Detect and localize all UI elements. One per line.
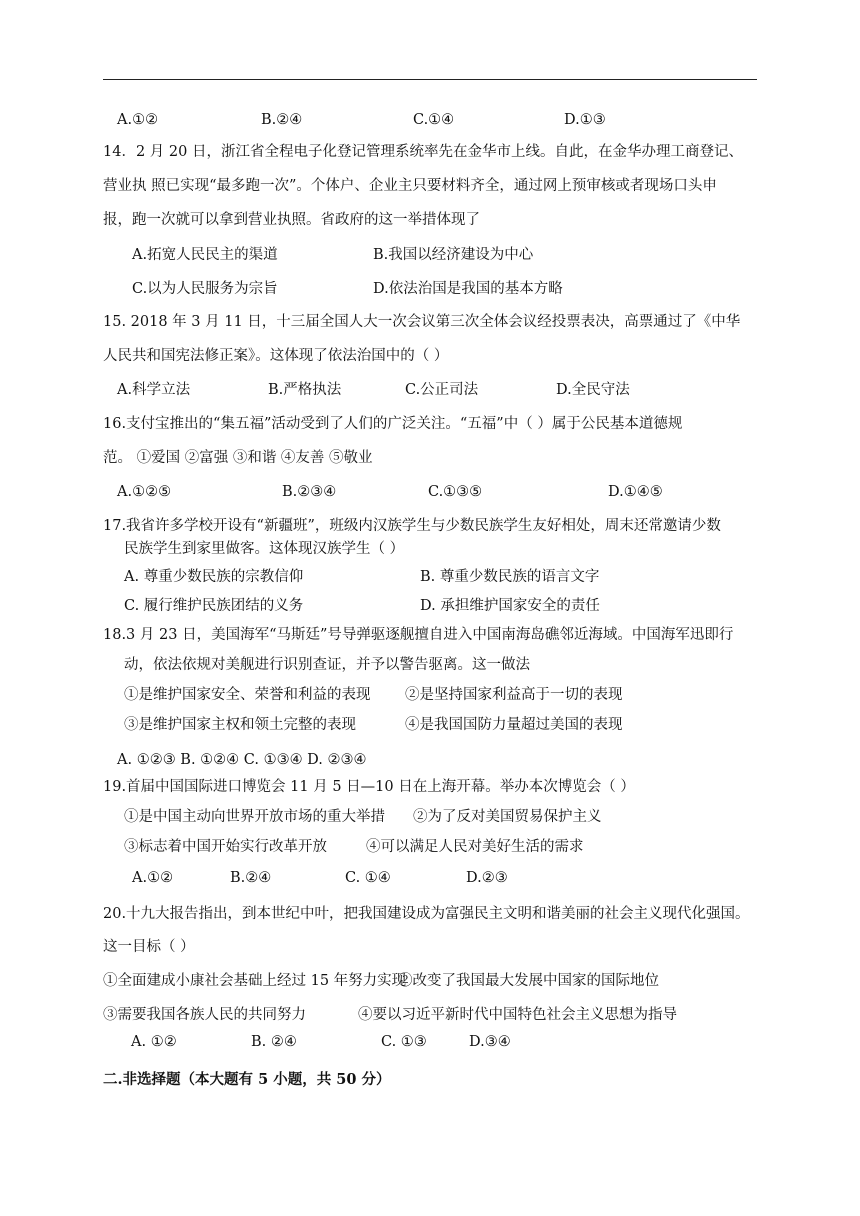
q14-option-a: A.拓宽人民民主的渠道: [132, 247, 278, 263]
q14-option-b: B.我国以经济建设为中心: [373, 247, 534, 263]
q13-option-b: B.②④: [261, 112, 303, 128]
q17-option-a: A. 尊重少数民族的宗教信仰: [124, 569, 304, 585]
q16-option-b: B.②③④: [282, 484, 337, 500]
q15-option-b: B.严格执法: [268, 382, 342, 398]
q13-option-a: A.①②: [117, 112, 159, 128]
q13-option-d: D.①③: [564, 112, 606, 128]
q19-statement-2: ②为了反对美国贸易保护主义: [413, 809, 602, 825]
q20-option-c: C. ①③: [381, 1034, 427, 1050]
q17-option-c: C. 履行维护民族团结的义务: [124, 598, 304, 614]
q18-statement-1: ①是维护国家安全、荣誉和利益的表现: [124, 687, 371, 703]
q19-statement-4: ④可以满足人民对美好生活的需求: [366, 839, 584, 855]
q20-line-2: 这一目标（ ）: [103, 939, 195, 955]
q18-options: A. ①②③ B. ①②④ C. ①③④ D. ②③④: [117, 752, 367, 768]
q17-line-1: 17.我省许多学校开设有“新疆班”，班级内汉族学生与少数民族学生友好相处，周末还常邀请少数: [103, 518, 721, 534]
q18-line-1: 18.3 月 23 日，美国海军“马斯廷”号导弹驱逐舰擅自进入中国南海岛礁邻近海域。中国海军迅即行: [103, 627, 734, 643]
q20-option-b: B. ②④: [251, 1034, 297, 1050]
q16-option-a: A.①②⑤: [117, 484, 172, 500]
q17-option-b: B. 尊重少数民族的语言文字: [420, 569, 600, 585]
section-2-heading: 二.非选择题（本大题有 5 小题，共 50 分）: [103, 1071, 391, 1088]
q18-statement-2: ②是坚持国家利益高于一切的表现: [405, 687, 623, 703]
q20-statement-4: ④要以习近平新时代中国特色社会主义思想为指导: [358, 1007, 677, 1023]
q17-line-2: 民族学生到家里做客。这体现汉族学生（ ）: [124, 541, 405, 557]
q17-option-d: D. 承担维护国家安全的责任: [420, 598, 600, 614]
q14-line-3: 报，跑一次就可以拿到营业执照。省政府的这一举措体现了: [103, 212, 480, 228]
q16-line-2: 范。 ①爱国 ②富强 ③和谐 ④友善 ⑤敬业: [103, 450, 373, 466]
q19-option-a: A.①②: [132, 870, 174, 886]
q19-statement-3: ③标志着中国开始实行改革开放: [124, 839, 327, 855]
q15-line-1: 15. 2018 年 3 月 11 日，十三届全国人大一次会议第三次全体会议经投票表决，高票通过了《中华: [103, 314, 741, 330]
q20-line-1: 20.十九大报告指出，到本世纪中叶，把我国建设成为富强民主文明和谐美丽的社会主义现代化强国。: [103, 906, 750, 922]
q14-option-c: C.以为人民服务为宗旨: [132, 281, 278, 297]
q19-option-d: D.②③: [466, 870, 508, 886]
q16-option-d: D.①④⑤: [608, 484, 663, 500]
q20-statement-1: ①全面建成小康社会基础上经过 15 年努力实现: [103, 973, 407, 989]
q20-statement-3: ③需要我国各族人民的共同努力: [103, 1007, 306, 1023]
q15-line-2: 人民共和国宪法修正案》。这体现了依法治国中的（ ）: [103, 348, 449, 364]
q14-line-2: 营业执 照已实现“最多跑一次”。个体户、企业主只要材料齐全，通过网上预审核或者现场口头申: [103, 178, 717, 194]
q16-line-1: 16.支付宝推出的“集五福”活动受到了人们的广泛关注。“五福”中（ ）属于公民基本道德规: [103, 416, 683, 432]
q14-line-1: 14．2 月 20 日，浙江省全程电子化登记管理系统率先在金华市上线。自此，在金华办理工商登记、: [103, 144, 743, 160]
q13-option-c: C.①④: [413, 112, 455, 128]
q19-line-1: 19.首届中国国际进口博览会 11 月 5 日—10 日在上海开幕。举办本次博览会（ ）: [103, 779, 635, 795]
q19-option-b: B.②④: [230, 870, 272, 886]
q19-option-c: C. ①④: [345, 870, 391, 886]
q16-option-c: C.①③⑤: [428, 484, 483, 500]
q19-statement-1: ①是中国主动向世界开放市场的重大举措: [124, 809, 385, 825]
q18-statement-4: ④是我国国防力量超过美国的表现: [405, 717, 623, 733]
q20-option-a: A. ①②: [131, 1034, 177, 1050]
q20-statement-2: ②改变了我国最大发展中国家的国际地位: [398, 973, 659, 989]
header-rule: [103, 79, 757, 80]
q20-option-d: D.③④: [469, 1034, 511, 1050]
q15-option-d: D.全民守法: [556, 382, 630, 398]
q18-line-2: 动，依法依规对美舰进行识别查证，并予以警告驱离。这一做法: [124, 657, 530, 673]
q15-option-a: A.科学立法: [117, 382, 191, 398]
q18-statement-3: ③是维护国家主权和领土完整的表现: [124, 717, 356, 733]
q15-option-c: C.公正司法: [405, 382, 479, 398]
q14-option-d: D.依法治国是我国的基本方略: [373, 281, 563, 297]
